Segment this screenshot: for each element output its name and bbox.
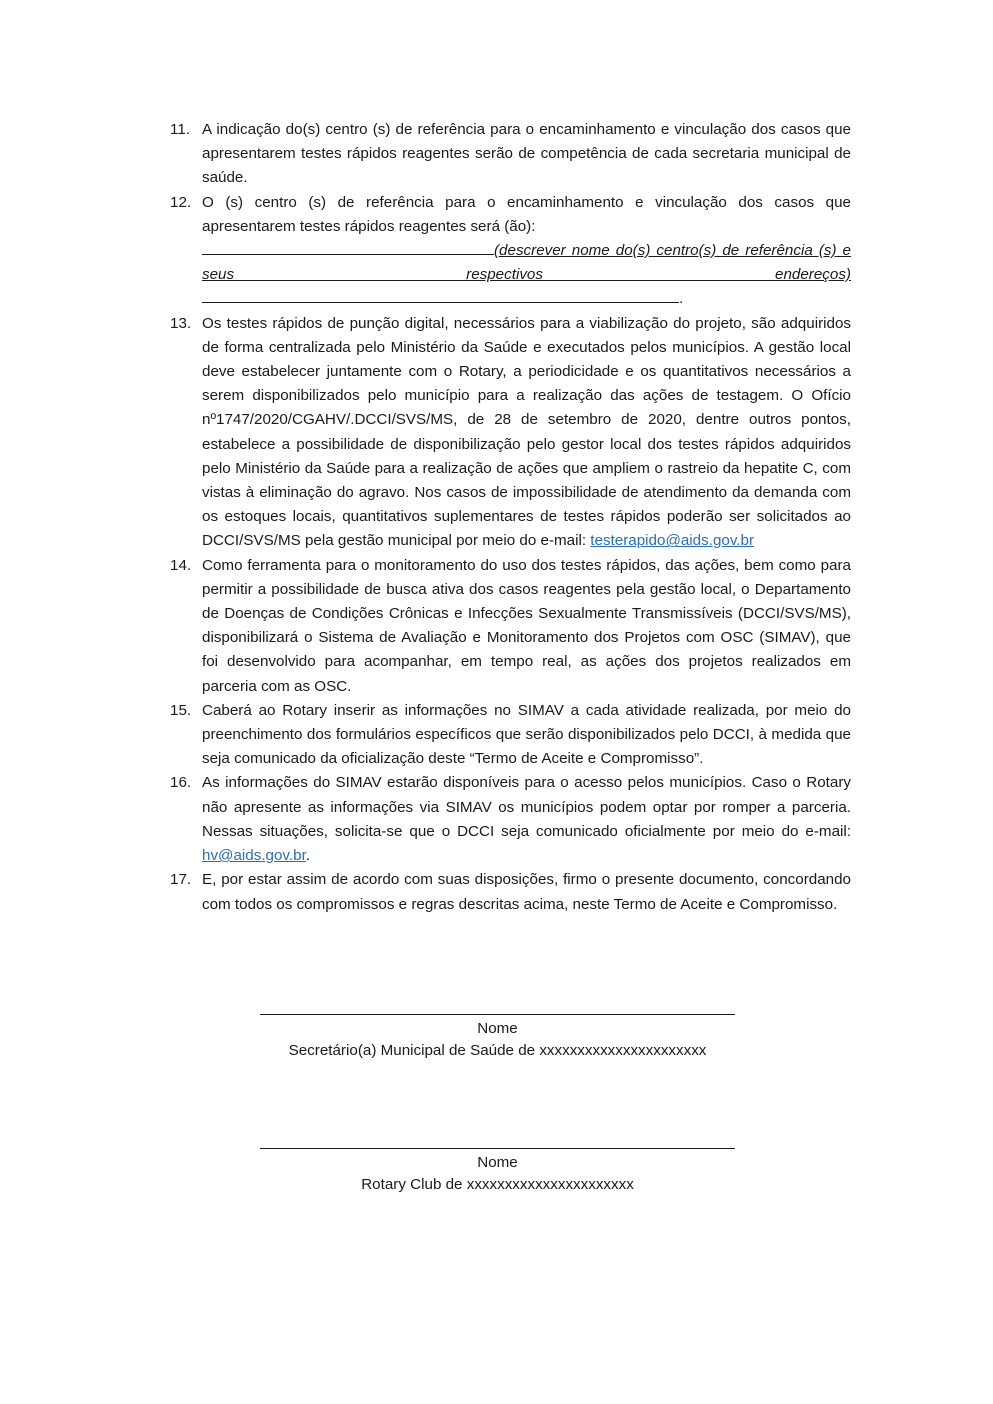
item-number: 16.	[170, 774, 192, 792]
item-text: Os testes rápidos de punção digital, necessários para a viabilização do projeto, são adquiridos de forma centralizada pelo Ministério da Saúde e executados pelos municípios. A gestão local deve estabelecer juntamente com o Rotary, a periodicidade e os quantitativos necessários a serem disponibilizados pelo município para a realização das ações de testagem. O Ofício nº1747/2020/CGAHV/.DCCI/SVS/MS, de 28 de setembro de 2020, dentre outros pontos, estabelece a possibilidade de disponibilização pelo gestor local dos testes rápidos adquiridos pelo Ministério da Saúde para a realização de ações que ampliem o rastreio da hepatite C, com vistas à eliminação do agravo. Nos casos de impossibilidade de atendimento da demanda com os estoques locais, quantitativos suplementares de testes rápidos poderão ser solicitados ao DCCI/SVS/MS pela gestão municipal por meio do e-mail:	[202, 314, 851, 550]
item-text-13	[202, 312, 851, 554]
signature-line	[260, 1014, 735, 1015]
reference-centers-instruction: (descrever nome do(s) centro(s) de referência (s) e seus respectivos endereços)	[202, 242, 851, 284]
list-item-16	[170, 771, 851, 868]
blank-line	[202, 239, 494, 255]
list-item-17	[170, 868, 851, 916]
fill-in-reference-centers	[202, 239, 851, 312]
item-number: 15.	[170, 701, 192, 719]
item-number: 14.	[170, 556, 192, 574]
item-number: 17.	[170, 871, 192, 889]
blank-line	[202, 287, 679, 303]
list-item-11	[170, 118, 851, 191]
signature-line	[260, 1148, 735, 1149]
item-text: Como ferramenta para o monitoramento do uso dos testes rápidos, das ações, bem como para permitir a possibilidade de busca ativa dos casos reagentes pela gestão local, o Departamento de Doenças de Condições Crônicas e Infecções Sexualmente Transmissíveis (DCCI/SVS/MS), disponibilizará o Sistema de Avaliação e Monitoramento dos Projetos com OSC (SIMAV), que foi desenvolvido para acompanhar, em tempo real, as ações dos projetos realizados em parceria com as OSC.	[202, 556, 851, 695]
signature-name: Nome	[477, 1154, 518, 1171]
list-item-13	[170, 312, 851, 554]
item-text-12	[202, 191, 851, 312]
item-text-16	[202, 771, 851, 868]
item-text: Caberá ao Rotary inserir as informações no SIMAV a cada atividade realizada, por meio do preenchimento dos formulários específicos que serão disponibilizados pelo DCCI, à medida que seja comunicado da oficialização deste “Termo de Aceite e Compromisso”.	[202, 701, 851, 768]
signature-block-rotary	[260, 1148, 735, 1196]
end-mark: .	[305, 847, 311, 865]
item-text: E, por estar assim de acordo com suas disposições, firmo o presente documento, concordando com todos os compromissos e regras descritas acima, neste Termo de Aceite e Compromisso.	[202, 871, 851, 913]
item-number: 12.	[170, 193, 192, 211]
item-number: 13.	[170, 314, 192, 332]
list-item-12	[170, 191, 851, 312]
item-number: 11.	[170, 121, 190, 138]
terms-list	[170, 118, 851, 917]
list-item-14	[170, 554, 851, 699]
list-item-15	[170, 699, 851, 772]
signature-role: Rotary Club de xxxxxxxxxxxxxxxxxxxxxx	[361, 1176, 634, 1193]
item-text: A indicação do(s) centro (s) de referência para o encaminhamento e vinculação dos casos que apresentarem testes rápidos reagentes serão de competência de cada secretaria municipal de saúde.	[202, 121, 851, 187]
email-link-testerapido[interactable]: testerapido@aids.gov.br	[590, 532, 755, 550]
email-link-hv[interactable]: hv@aids.gov.br	[202, 847, 306, 865]
signature-role: Secretário(a) Municipal de Saúde de xxxxxxxxxxxxxxxxxxxxxx	[288, 1042, 707, 1059]
end-mark: .	[679, 290, 684, 308]
item-text: O (s) centro (s) de referência para o encaminhamento e vinculação dos casos que apresentarem testes rápidos reagentes será (ão):	[202, 193, 851, 235]
signature-name: Nome	[477, 1020, 518, 1037]
item-text: As informações do SIMAV estarão disponíveis para o acesso pelos municípios. Caso o Rotary não apresente as informações via SIMAV os municípios podem optar por romper a parceria. Nessas situações, solicita-se que o DCCI seja comunicado oficialmente por meio do e-mail:	[202, 774, 851, 840]
signature-block-secretary	[260, 1014, 735, 1062]
